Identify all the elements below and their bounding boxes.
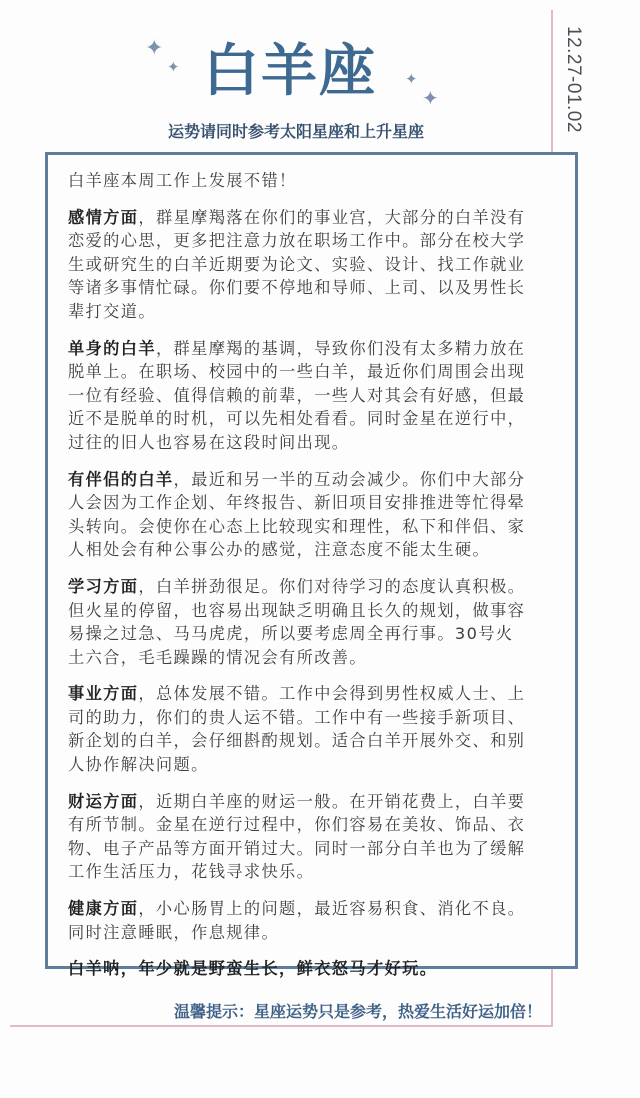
section-study: [68, 575, 530, 669]
section-heading: 学习方面: [68, 576, 139, 596]
section-heading: 健康方面: [68, 899, 139, 919]
section-text: ，群星摩羯落在你们的事业宫，大部分的白羊没有恋爱的心思，更多把注意力放在职场工作中。部分在校大学生或研究生的白羊近期要为论文、实验、设计、找工作就业等诸多事情忙碌。你们要不停地和导师、上司、以及男性长辈打交道。: [68, 207, 526, 321]
section-text: ，最近和另一半的互动会减少。你们中大部分人会因为工作企划、年终报告、新旧项目安排推进等忙得晕头转向。会使你在心态上比较现实和理性，私下和伴侣、家人相处会有种公事公办的感觉，注意态度不能太生硬。: [68, 469, 526, 560]
subtitle: 运势请同时参考太阳星座和上升星座: [167, 122, 424, 141]
intro-text: 白羊座本周工作上发展不错！: [68, 171, 297, 190]
section-text: ，总体发展不错。工作中会得到男性权威人士、上司的助力，你们的贵人运不错。工作中有一些接手新项目、新企划的白羊，会仔细斟酌规划。适合白羊开展外交、和别人协作解决问题。: [68, 684, 526, 775]
section-heading: 感情方面: [68, 207, 139, 227]
sparkle-star-icon: ✦: [145, 36, 164, 61]
sparkle-star-icon: ✦: [422, 86, 439, 110]
section-heading: 有伴侣的白羊: [68, 469, 174, 489]
section-wealth: [68, 790, 530, 884]
sparkle-star-icon: ✦: [405, 70, 418, 88]
page-title: 白羊座: [203, 39, 377, 104]
pink-frame-horizontal-line: [10, 1025, 553, 1027]
section-heading: 单身的白羊: [68, 338, 156, 358]
sparkle-star-icon: ✦: [167, 58, 180, 76]
footer-tip: 温馨提示：星座运势只是参考，热爱生活好运加倍！: [173, 1002, 542, 1021]
section-career: [68, 682, 530, 776]
horoscope-content: [68, 169, 530, 994]
section-text: ，小心肠胃上的问题，最近容易积食、消化不良。同时注意睡眠，作息规律。: [68, 899, 526, 942]
closing-line: 白羊呐，年少就是野蛮生长，鲜衣怒马才好玩。: [68, 959, 438, 979]
section-health: [68, 897, 530, 944]
section-heading: 财运方面: [68, 791, 139, 811]
section-heading: 事业方面: [68, 684, 139, 704]
date-range: 12.27-01.02: [563, 26, 584, 133]
section-text: ，群星摩羯的基调，导致你们没有太多精力放在脱单上。在职场、校园中的一些白羊，最近你们周围会出现一位有经验、值得信赖的前辈，一些人对其会有好感，但最近不是脱单的时机，可以先相处看看。同时金星在逆行中，过往的旧人也容易在这段时间出现。: [68, 338, 526, 452]
section-text: ，近期白羊座的财运一般。在开销花费上，白羊要有所节制。金星在逆行过程中，你们容易在美妆、饰品、衣物、电子产品等方面开销过大。同时一部分白羊也为了缓解工作生活压力，花钱寻求快乐。: [68, 791, 526, 882]
section-text: ，白羊拼劲很足。你们对待学习的态度认真积极。但火星的停留，也容易出现缺乏明确且长久的规划，做事容易操之过急、马马虎虎，所以要考虑周全再行事。30号火土六合，毛毛躁躁的情况会有所改善。: [68, 576, 526, 667]
section-single: [68, 337, 530, 455]
section-love: [68, 206, 530, 324]
section-partnered: [68, 468, 530, 562]
